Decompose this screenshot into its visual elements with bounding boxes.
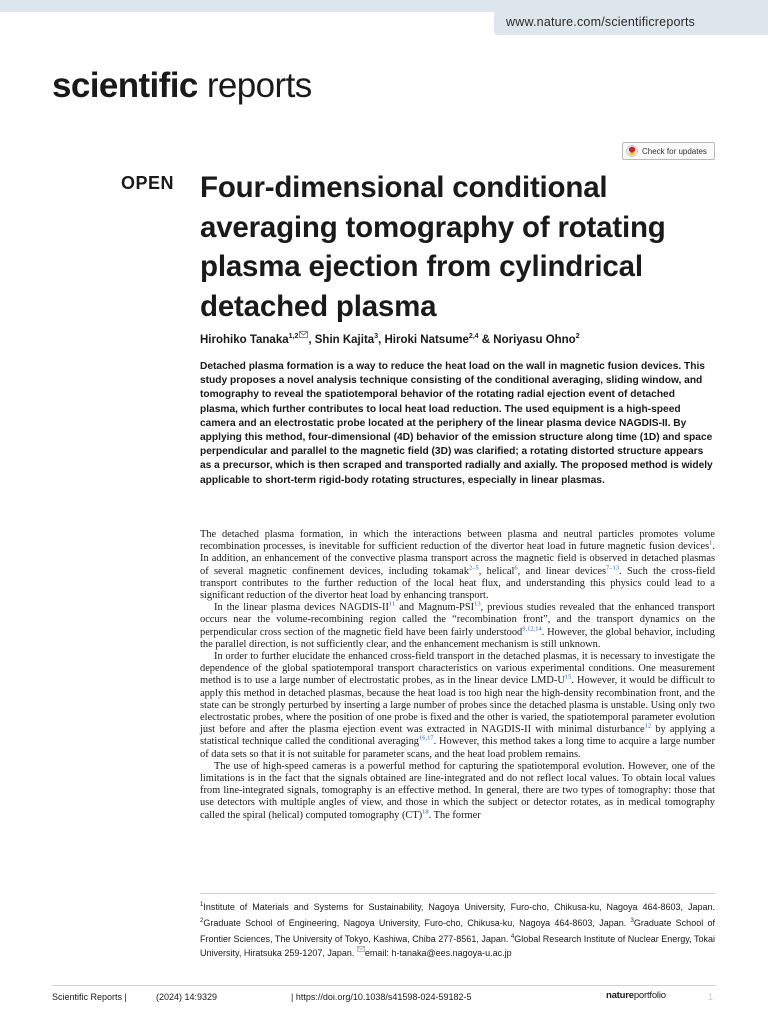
citation-link[interactable]: 13	[474, 600, 481, 608]
open-access-label: OPEN	[121, 173, 175, 193]
author-name[interactable]: Hirohiko Tanaka	[200, 333, 289, 346]
footnote-divider	[200, 893, 715, 894]
author-name[interactable]: Shin Kajita	[314, 333, 375, 346]
email-envelope-icon[interactable]	[299, 331, 308, 338]
body-paragraph: In order to further elucidate the enhanced cross-field transport in the detached plasmas, it is necessary to investigate the dependence of the global spatiotemporal transport characteristics on various experimental conditions. One measurement method is to use a large number of electrostatic probes, as in the linear device LMD-$U^{15}$. However, it would be difficult to apply this method in detached plasmas, because the heat load is too high near the high-density recombination front, and the state can be strongly perturbed by inserting a large number of probes since the detached plasma is unstable. Using only two electrostatic probes, where the position of one probe is fixed and the other is varied, the spatiotemporal parameter evolution just before and after the plasma ejection event was extracted in NAGDIS-II with minimal disturbance$^{12}$ by applying a statistical technique called the conditional averaging$^{16,17}$. However, this method takes a long time to acquire a large number of data sets so that it is not suitable for parameter scans, and the heat load problem remains.	[200, 651, 716, 760]
author-separator: ,	[308, 333, 315, 346]
article-body	[200, 529, 715, 822]
author-name[interactable]: Noriyasu Ohno	[493, 333, 576, 346]
footer-divider	[52, 985, 716, 986]
check-for-updates-label: Check for updates	[642, 146, 707, 156]
footer-citation: (2024) 14:9329	[156, 992, 218, 1002]
body-paragraph: The use of high-speed cameras is a powerful method for capturing the spatiotemporal evolution. However, one of the limitations is in the fact that the signals obtained are line-integrated and do not reflect local values. To obtain local values from line-integrated signals, tomography is an effective method. In general, there are two types of tomography: those that use detectors with multiple angles of view, and those in which the subject or detector rotates, as in medical tomography called the spiral (helical) computed tomography (CT)$^{18}$. The former	[200, 760, 715, 821]
affiliation-marker: 1,2	[288, 333, 299, 340]
check-for-updates-button[interactable]	[622, 142, 715, 160]
footer-journal: Scientific Reports |	[52, 992, 127, 1002]
journal-logo[interactable]	[52, 66, 312, 106]
citation-link[interactable]: 6	[514, 564, 518, 572]
email-envelope-icon	[357, 946, 365, 952]
citation-link[interactable]: 16,17	[418, 734, 434, 742]
author-name[interactable]: Hiroki Natsume	[384, 333, 469, 346]
affiliation-marker: 2	[575, 333, 580, 340]
citation-link[interactable]: 9,12,14	[522, 625, 542, 633]
citation-link[interactable]: 11	[388, 600, 396, 608]
citation-link[interactable]: 15	[564, 673, 572, 681]
author-list	[200, 331, 720, 346]
page-number: 1	[708, 992, 714, 1002]
citation-link[interactable]: 1	[709, 539, 713, 547]
crossmark-icon	[626, 145, 638, 157]
citation-link[interactable]: 7–13	[606, 564, 620, 572]
body-paragraph: In the linear plasma devices NAGDIS-II$^{11}$ and Magnum-PSI$^{13}$, previous studies revealed that the enhanced transport occurs near the volume-recombining region called the “recombination front”, and the transport dynamics on the perpendicular cross section of the magnetic field have been fairly understood$^{9,12,14}$. However, the global behavior, including the parallel direction, is not sufficiently clear, and the enhancement mechanism is still unknown.	[200, 600, 715, 650]
email-label: email:	[364, 948, 389, 958]
nature-portfolio-logo: natureportfolio	[606, 990, 666, 1001]
corresponding-email-link[interactable]: h-tanaka@ees.nagoya-u.ac.jp	[391, 948, 512, 958]
logo-bold-word: scientific	[52, 66, 198, 105]
affiliation-marker: 2,4	[468, 333, 479, 340]
author-separator: &	[478, 333, 494, 346]
author-separator: ,	[378, 333, 385, 346]
logo-light-word: reports	[206, 66, 312, 105]
article-title: Four-dimensional conditional averaging tomography of rotating plasma ejection from cylindrical detached plasma	[200, 171, 666, 323]
affiliation-marker: 3	[374, 333, 379, 340]
citation-link[interactable]: 2–5	[468, 564, 479, 572]
journal-url[interactable]: www.nature.com/scientificreports	[494, 9, 768, 35]
citation-link[interactable]: 18	[422, 808, 429, 816]
footer-doi-link[interactable]: | https://doi.org/10.1038/s41598-024-59182-5	[291, 992, 472, 1002]
citation-link[interactable]: 12	[644, 722, 652, 730]
body-paragraph: The detached plasma formation, in which the interactions between plasma and neutral particles promotes volume recombination processes, is inevitable for sufficient reduction of the divertor heat load in future magnetic fusion devices$^1$. In addition, an enhancement of the convective plasma transport across the magnetic field is observed in detached plasmas of several magnetic confinement devices, including tokamak$^{2-5}$, helical$^6$, and linear devices$^{7-13}$. Such the cross-field transport contributes to the further reduction of the local heat flux, and understanding this physics could lead to a significant reduction of the divertor heat load by enhancing transport.	[200, 529, 716, 602]
abstract: Detached plasma formation is a way to reduce the heat load on the wall in magnetic fusion devices. This study proposes a novel analysis technique consisting of the conditional averaging, sliding window, and tomography to reveal the spatiotemporal behavior of the rotating radial ejection event of detached plasma, which further contributes to local heat load reduction. The used equipment is a high-speed camera and an electrostatic probe located at the periphery of the linear plasma device NAGDIS-II. By applying this method, four-dimensional (4D) behavior of the emission structure along time (1D) and space perpendicular and parallel to the magnetic field (3D) was clarified; a rotating distorted structure appears as a precursor, which is then scraped and transported radially and axially. The proposed method is widely applicable to short-term rigid-body rotating structures, especially in linear plasmas.	[200, 361, 713, 486]
affiliations: $^1$Institute of Materials and Systems for Sustainability, Nagoya University, Furo-cho, Chikusa-ku, Nagoya 464-8603, Japan. $^2$Graduate School of Engineering, Nagoya University, Furo-cho, Chikusa-ku, Nagoya 464-8603, Japan. $^3$Graduate School of Frontier Sciences, The University of Tokyo, Kashiwa, Chiba 277-8561, Japan. $^4$Global Research Institute of Nuclear Energy, Tokai University, Hiratsuka 259-1207, Japan. email: h-tanaka@ees.nagoya-u.ac.jp	[200, 902, 715, 958]
